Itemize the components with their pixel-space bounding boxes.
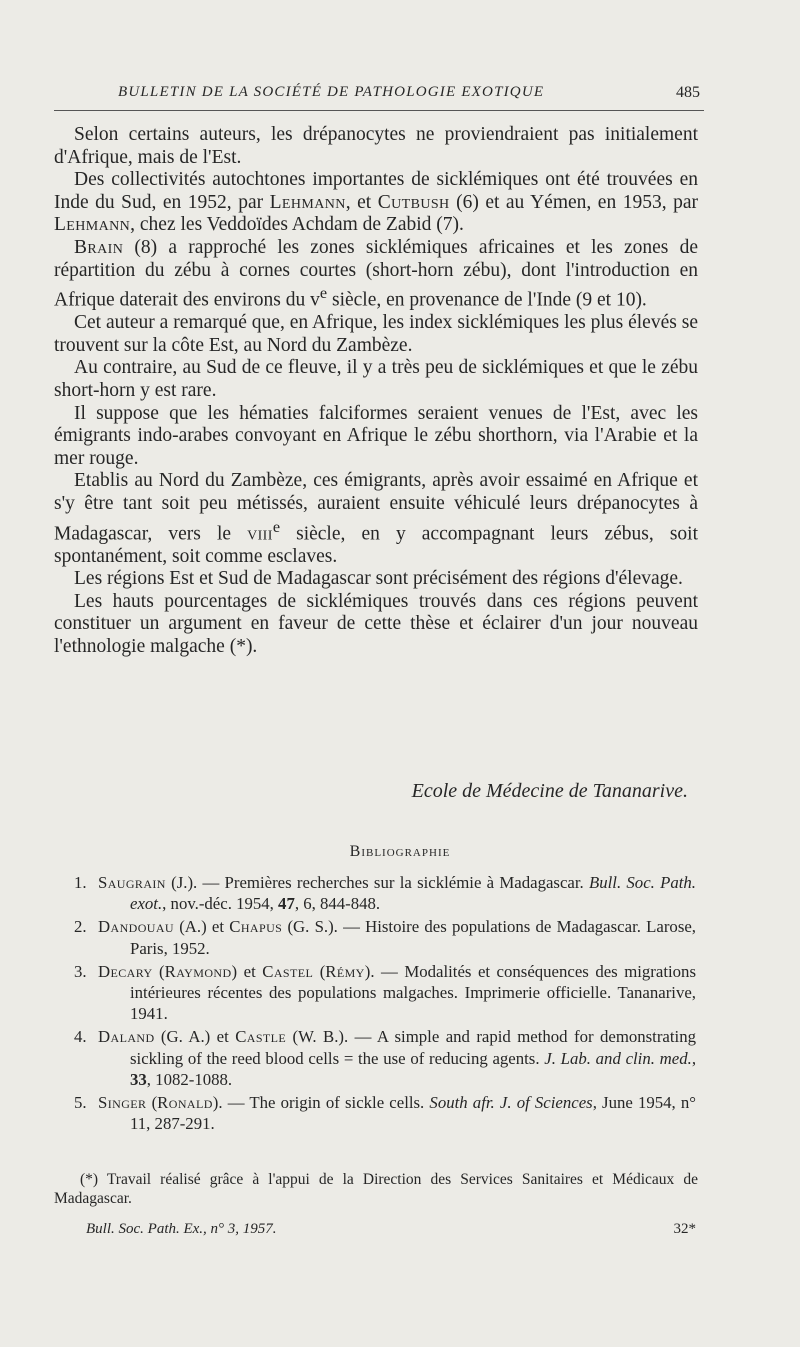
paragraph-7 — [54, 470, 698, 568]
superscript: e — [272, 517, 281, 536]
volume: 47 — [278, 894, 295, 914]
text-run: ( — [313, 961, 326, 981]
footnote: (*) Travail réalisé grâce à l'appui de la Direction des Services Sanitaires et Médicaux de Madagascar. — [54, 1171, 698, 1207]
bibliography-heading: Bibliographie — [349, 843, 451, 860]
journal-title: BULLETIN DE LA SOCIÉTÉ DE PATHOLOGIE EXOTIQUE — [118, 84, 545, 100]
text-run: (6) et au Yémen, en 1953, par — [449, 191, 698, 213]
author-name: Chapus — [229, 917, 283, 937]
item-number: 2. — [74, 917, 87, 937]
text-run: , 1082-1088. — [146, 1069, 233, 1089]
text-run: (W. B.). — A simple and rapid method for demonstrating sickling of the reed blood cells = the use of reducing agents. — [130, 1027, 696, 1068]
paragraph-1: Selon certains auteurs, les drépanocytes ne proviendraient pas initialement d'Afrique, mais de l'Est. — [54, 124, 698, 168]
text-run: ). — Modalités et conséquences des migrations intérieures récentes des populations malgaches. Imprimerie officielle. Tananarive, 1941. — [130, 961, 696, 1024]
text-run: , et — [345, 191, 378, 213]
page-number: 485 — [676, 84, 700, 101]
text-run: , nov.-déc. 1954, — [162, 894, 279, 914]
author-name: Brain — [74, 236, 124, 258]
text-run: siècle, en y accompagnant leurs zébus, soit spontanément, soit comme esclaves. — [54, 523, 698, 567]
author-name: Lehmann — [54, 214, 131, 236]
author-name: Lehmann — [269, 191, 346, 213]
text-run: , June 1954, n° 11, 287-291. — [130, 1093, 696, 1134]
text-run: ( — [152, 961, 165, 981]
paragraph-6: Il suppose que les hématies falciformes seraient venues de l'Est, avec les émigrants indo-arabes convoyant en Afrique le zébu shorthorn, via l'Arabie et la mer rouge. — [54, 402, 698, 469]
text-run: , 6, 844-848. — [294, 894, 381, 914]
author-name: Castel — [262, 961, 314, 981]
author-name: Cutbush — [377, 191, 450, 213]
text-run: (8) a rapproché les zones sicklémiques africaines et les zones de répartition du zébu à cornes courtes (short-horn zébu), dont l'introduction en Afrique daterait des environs du v — [54, 236, 698, 311]
text-run: , — [691, 1048, 697, 1068]
text-run: ) et — [231, 961, 263, 981]
roman-numeral: viii — [247, 523, 273, 545]
journal-name: J. Lab. and clin. med. — [544, 1048, 692, 1068]
author-name: Saugrain — [98, 873, 166, 892]
item-number: 1. — [74, 873, 87, 892]
author-name: Ronald — [157, 1093, 213, 1113]
paragraph-8: Les régions Est et Sud de Madagascar sont précisément des régions d'élevage. — [74, 568, 683, 590]
bibliography-item — [54, 1026, 696, 1090]
item-number: 4. — [74, 1027, 87, 1047]
text-run: Etablis au Nord du Zambèze, ces émigrants, après avoir essaimé en Afrique et s'y être tant soit peu métissés, auraient ensuite véhiculé leurs drépanocytes à Madagascar, vers le — [54, 470, 698, 545]
bibliography-item — [54, 1092, 696, 1134]
signature-mark: 32* — [673, 1221, 696, 1237]
paragraph-9: Les hauts pourcentages de sicklémiques trouvés dans ces régions peuvent constituer un argument en faveur de cette thèse et éclairer d'un jour nouveau l'ethnologie malgache (*). — [54, 590, 698, 658]
author-name: Castle — [235, 1027, 287, 1047]
author-name: Rémy — [325, 961, 365, 981]
bibliography-item — [54, 872, 696, 914]
author-name: Raymond — [164, 961, 232, 981]
page-footer — [86, 1221, 696, 1243]
author-name: Daland — [98, 1027, 155, 1047]
paragraph-4: Cet auteur a remarqué que, en Afrique, les index sicklémiques les plus élevés se trouvent sur la côte Est, au Nord du Zambèze. — [54, 312, 698, 356]
text-run: siècle, en provenance de l'Inde (9 et 10). — [327, 289, 647, 311]
affiliation: Ecole de Médecine de Tananarive. — [411, 780, 688, 802]
running-header — [54, 84, 704, 111]
bibliography-item — [54, 916, 696, 958]
citation: Bull. Soc. Path. Ex., n° 3, 1957. — [86, 1221, 277, 1237]
text-run: (G. S.). — Histoire des populations de Madagascar. Larose, Paris, 1952. — [130, 917, 696, 958]
text-run: (A.) et — [173, 917, 230, 937]
text-run: , chez les Veddoïdes Achdam de Zabid (7). — [130, 214, 464, 236]
paragraph-5: Au contraire, au Sud de ce fleuve, il y a très peu de sicklémiques et que le zébu short-horn y est rare. — [54, 357, 698, 402]
author-name: Decary — [98, 961, 153, 981]
journal-name: South afr. J. of Sciences — [429, 1093, 593, 1113]
author-name: Singer — [98, 1093, 147, 1113]
author-name: Dandouau — [98, 917, 174, 937]
paragraph-3 — [54, 237, 698, 312]
bibliography-item — [54, 961, 696, 1025]
superscript: e — [319, 284, 328, 303]
paragraph-2 — [54, 169, 698, 237]
text-run: (G. A.) et — [154, 1027, 236, 1047]
text-run: ( — [146, 1093, 158, 1113]
text-run: (J.). — Premières recherches sur la sicklémie à Madagascar. — [165, 873, 589, 892]
text-run: ). — The origin of sickle cells. — [212, 1093, 430, 1113]
article-body — [54, 124, 698, 659]
item-number: 5. — [74, 1093, 87, 1113]
item-number: 3. — [74, 961, 87, 981]
journal-name: Bull. Soc. Path. exot. — [130, 873, 696, 914]
text-run: Des collectivités autochtones importantes de sicklémiques ont été trouvées en Inde du Sud, en 1952, par — [54, 169, 698, 213]
volume: 33 — [130, 1069, 147, 1089]
bibliography-list — [54, 872, 696, 1136]
